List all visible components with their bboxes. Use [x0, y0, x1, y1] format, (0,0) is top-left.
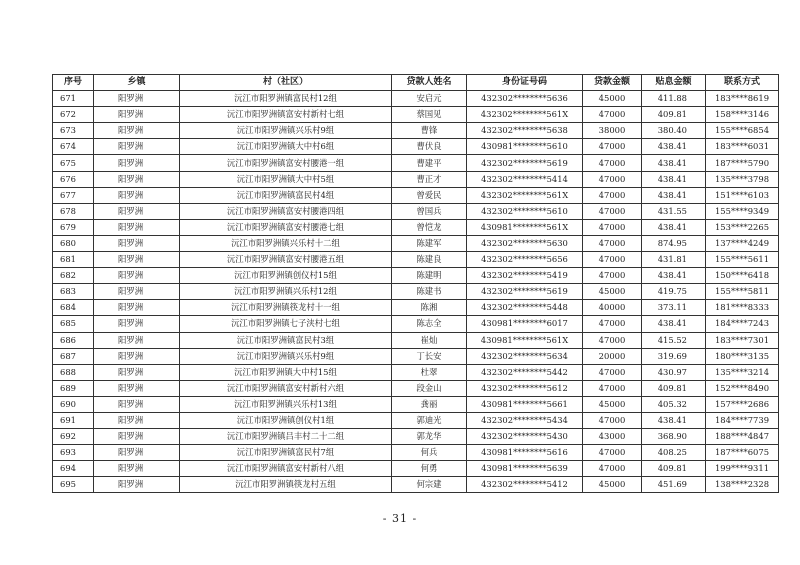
- cell-id-number: 432302********5612: [467, 380, 583, 396]
- cell-id-number: 432302********5630: [467, 235, 583, 251]
- cell-town: 阳罗洲: [94, 123, 180, 139]
- cell-subsidy-amount: 419.75: [642, 284, 706, 300]
- cell-serial: 675: [53, 155, 94, 171]
- table-row: [53, 316, 779, 332]
- cell-village: 沅江市阳罗洲镇兴乐村十二组: [180, 235, 392, 251]
- cell-contact: 150****6418: [706, 268, 779, 284]
- cell-loan-amount: 47000: [583, 187, 642, 203]
- table-row: [53, 332, 779, 348]
- cell-town: 阳罗洲: [94, 348, 180, 364]
- cell-town: 阳罗洲: [94, 268, 180, 284]
- cell-town: 阳罗洲: [94, 461, 180, 477]
- cell-serial: 674: [53, 139, 94, 155]
- cell-contact: 135****3214: [706, 364, 779, 380]
- table-row: [53, 300, 779, 316]
- cell-town: 阳罗洲: [94, 477, 180, 493]
- cell-serial: 686: [53, 332, 94, 348]
- cell-serial: 680: [53, 235, 94, 251]
- cell-serial: 672: [53, 107, 94, 123]
- page-number: - 31 -: [382, 512, 418, 525]
- cell-contact: 187****6075: [706, 445, 779, 461]
- cell-borrower: 曹正才: [392, 171, 467, 187]
- header-serial: 序号: [53, 75, 94, 91]
- header-contact: 联系方式: [706, 75, 779, 91]
- cell-loan-amount: 47000: [583, 316, 642, 332]
- cell-borrower: 陈建书: [392, 284, 467, 300]
- cell-town: 阳罗洲: [94, 284, 180, 300]
- cell-contact: 155****5811: [706, 284, 779, 300]
- table-row: [53, 429, 779, 445]
- cell-loan-amount: 47000: [583, 380, 642, 396]
- cell-serial: 683: [53, 284, 94, 300]
- table-row: [53, 171, 779, 187]
- cell-borrower: 何兵: [392, 445, 467, 461]
- cell-serial: 677: [53, 187, 94, 203]
- cell-id-number: 430981********6017: [467, 316, 583, 332]
- cell-contact: 187****5790: [706, 155, 779, 171]
- cell-loan-amount: 47000: [583, 155, 642, 171]
- cell-borrower: 段金山: [392, 380, 467, 396]
- cell-subsidy-amount: 438.41: [642, 155, 706, 171]
- cell-serial: 679: [53, 219, 94, 235]
- cell-id-number: 432302********5619: [467, 155, 583, 171]
- cell-village: 沅江市阳罗洲镇兴乐村12组: [180, 284, 392, 300]
- cell-id-number: 432302********5634: [467, 348, 583, 364]
- cell-contact: 199****9311: [706, 461, 779, 477]
- table-row: [53, 477, 779, 493]
- cell-id-number: 430981********5616: [467, 445, 583, 461]
- cell-serial: 690: [53, 396, 94, 412]
- cell-subsidy-amount: 408.25: [642, 445, 706, 461]
- cell-town: 阳罗洲: [94, 300, 180, 316]
- cell-loan-amount: 47000: [583, 332, 642, 348]
- cell-subsidy-amount: 438.41: [642, 187, 706, 203]
- cell-id-number: 430981********561X: [467, 332, 583, 348]
- cell-village: 沅江市阳罗洲镇大中村6组: [180, 139, 392, 155]
- cell-village: 沅江市阳罗洲镇富安村新村八组: [180, 461, 392, 477]
- cell-borrower: 郭迪光: [392, 412, 467, 428]
- cell-contact: 180****3135: [706, 348, 779, 364]
- cell-loan-amount: 43000: [583, 429, 642, 445]
- cell-town: 阳罗洲: [94, 235, 180, 251]
- cell-subsidy-amount: 451.69: [642, 477, 706, 493]
- cell-serial: 695: [53, 477, 94, 493]
- header-loan-amount: 贷款金额: [583, 75, 642, 91]
- cell-borrower: 陈志全: [392, 316, 467, 332]
- cell-serial: 684: [53, 300, 94, 316]
- header-row: [53, 75, 779, 91]
- cell-village: 沅江市阳罗洲镇富民村7组: [180, 445, 392, 461]
- cell-id-number: 432302********5419: [467, 268, 583, 284]
- cell-village: 沅江市阳罗洲镇富安村腰港五组: [180, 252, 392, 268]
- cell-town: 阳罗洲: [94, 187, 180, 203]
- cell-subsidy-amount: 431.81: [642, 252, 706, 268]
- cell-subsidy-amount: 438.41: [642, 412, 706, 428]
- cell-borrower: 蔡国见: [392, 107, 467, 123]
- cell-borrower: 曹锋: [392, 123, 467, 139]
- cell-town: 阳罗洲: [94, 316, 180, 332]
- cell-contact: 155****6854: [706, 123, 779, 139]
- cell-contact: 138****2328: [706, 477, 779, 493]
- cell-loan-amount: 20000: [583, 348, 642, 364]
- cell-village: 沅江市阳罗洲镇筷龙村十一组: [180, 300, 392, 316]
- table-row: [53, 348, 779, 364]
- cell-contact: 155****9349: [706, 203, 779, 219]
- cell-village: 沅江市阳罗洲镇兴乐村9组: [180, 348, 392, 364]
- cell-borrower: 崔灿: [392, 332, 467, 348]
- cell-subsidy-amount: 431.55: [642, 203, 706, 219]
- cell-loan-amount: 45000: [583, 396, 642, 412]
- cell-serial: 685: [53, 316, 94, 332]
- cell-borrower: 陈建良: [392, 252, 467, 268]
- cell-village: 沅江市阳罗洲镇富安村新村六组: [180, 380, 392, 396]
- cell-loan-amount: 47000: [583, 235, 642, 251]
- cell-village: 沅江市阳罗洲镇富安村新村七组: [180, 107, 392, 123]
- cell-village: 沅江市阳罗洲镇兴乐村9组: [180, 123, 392, 139]
- header-id-number: 身份证号码: [467, 75, 583, 91]
- cell-id-number: 430981********561X: [467, 219, 583, 235]
- cell-town: 阳罗洲: [94, 396, 180, 412]
- table-row: [53, 284, 779, 300]
- cell-id-number: 430981********5661: [467, 396, 583, 412]
- cell-town: 阳罗洲: [94, 171, 180, 187]
- cell-loan-amount: 47000: [583, 364, 642, 380]
- header-village: 村（社区）: [180, 75, 392, 91]
- cell-village: 沅江市阳罗洲镇大中村15组: [180, 364, 392, 380]
- cell-id-number: 432302********5434: [467, 412, 583, 428]
- cell-village: 沅江市阳罗洲镇富民村3组: [180, 332, 392, 348]
- cell-borrower: 杜翠: [392, 364, 467, 380]
- cell-subsidy-amount: 438.41: [642, 268, 706, 284]
- cell-id-number: 430981********5639: [467, 461, 583, 477]
- table-row: [53, 252, 779, 268]
- cell-loan-amount: 45000: [583, 477, 642, 493]
- cell-subsidy-amount: 438.41: [642, 316, 706, 332]
- cell-subsidy-amount: 411.88: [642, 91, 706, 107]
- table-row: [53, 107, 779, 123]
- table-row: [53, 203, 779, 219]
- header-borrower: 贷款人姓名: [392, 75, 467, 91]
- cell-serial: 688: [53, 364, 94, 380]
- cell-village: 沅江市阳罗洲镇富安村腰港七组: [180, 219, 392, 235]
- table-row: [53, 412, 779, 428]
- cell-serial: 682: [53, 268, 94, 284]
- cell-loan-amount: 47000: [583, 171, 642, 187]
- cell-loan-amount: 47000: [583, 107, 642, 123]
- cell-id-number: 432302********5656: [467, 252, 583, 268]
- cell-contact: 153****2265: [706, 219, 779, 235]
- cell-serial: 676: [53, 171, 94, 187]
- cell-id-number: 432302********5619: [467, 284, 583, 300]
- cell-subsidy-amount: 368.90: [642, 429, 706, 445]
- cell-borrower: 何宗建: [392, 477, 467, 493]
- cell-subsidy-amount: 409.81: [642, 107, 706, 123]
- cell-id-number: 432302********5448: [467, 300, 583, 316]
- cell-loan-amount: 47000: [583, 219, 642, 235]
- table-row: [53, 396, 779, 412]
- cell-borrower: 曹伏良: [392, 139, 467, 155]
- cell-contact: 188****4847: [706, 429, 779, 445]
- cell-subsidy-amount: 409.81: [642, 461, 706, 477]
- cell-serial: 689: [53, 380, 94, 396]
- table-row: [53, 123, 779, 139]
- cell-serial: 678: [53, 203, 94, 219]
- cell-village: 沅江市阳罗洲镇创仪村15组: [180, 268, 392, 284]
- cell-borrower: 安启元: [392, 91, 467, 107]
- cell-subsidy-amount: 373.11: [642, 300, 706, 316]
- cell-village: 沅江市阳罗洲镇筷龙村五组: [180, 477, 392, 493]
- cell-village: 沅江市阳罗洲镇富民村12组: [180, 91, 392, 107]
- cell-village: 沅江市阳罗洲镇富安村腰港一组: [180, 155, 392, 171]
- cell-borrower: 曾恺龙: [392, 219, 467, 235]
- cell-loan-amount: 45000: [583, 91, 642, 107]
- cell-contact: 137****4249: [706, 235, 779, 251]
- cell-town: 阳罗洲: [94, 91, 180, 107]
- header-town: 乡镇: [94, 75, 180, 91]
- cell-borrower: 陈湘: [392, 300, 467, 316]
- cell-village: 沅江市阳罗洲镇创仪村1组: [180, 412, 392, 428]
- cell-contact: 184****7739: [706, 412, 779, 428]
- cell-contact: 157****2686: [706, 396, 779, 412]
- cell-contact: 151****6103: [706, 187, 779, 203]
- cell-loan-amount: 47000: [583, 412, 642, 428]
- cell-town: 阳罗洲: [94, 412, 180, 428]
- cell-serial: 691: [53, 412, 94, 428]
- cell-town: 阳罗洲: [94, 364, 180, 380]
- cell-subsidy-amount: 409.81: [642, 380, 706, 396]
- cell-contact: 183****6031: [706, 139, 779, 155]
- cell-id-number: 432302********5412: [467, 477, 583, 493]
- cell-id-number: 432302********5414: [467, 171, 583, 187]
- cell-subsidy-amount: 405.32: [642, 396, 706, 412]
- cell-serial: 671: [53, 91, 94, 107]
- cell-town: 阳罗洲: [94, 155, 180, 171]
- cell-village: 沅江市阳罗洲镇七子浃村七组: [180, 316, 392, 332]
- cell-town: 阳罗洲: [94, 203, 180, 219]
- cell-town: 阳罗洲: [94, 107, 180, 123]
- cell-id-number: 432302********5430: [467, 429, 583, 445]
- cell-subsidy-amount: 874.95: [642, 235, 706, 251]
- cell-contact: 183****8619: [706, 91, 779, 107]
- cell-loan-amount: 47000: [583, 461, 642, 477]
- cell-village: 沅江市阳罗洲镇兴乐村13组: [180, 396, 392, 412]
- cell-borrower: 曾国兵: [392, 203, 467, 219]
- cell-town: 阳罗洲: [94, 219, 180, 235]
- cell-id-number: 432302********5636: [467, 91, 583, 107]
- cell-town: 阳罗洲: [94, 332, 180, 348]
- cell-serial: 681: [53, 252, 94, 268]
- table-row: [53, 235, 779, 251]
- cell-serial: 693: [53, 445, 94, 461]
- cell-town: 阳罗洲: [94, 380, 180, 396]
- table-row: [53, 461, 779, 477]
- cell-contact: 135****3798: [706, 171, 779, 187]
- cell-borrower: 龚丽: [392, 396, 467, 412]
- cell-borrower: 陈建明: [392, 268, 467, 284]
- cell-id-number: 432302********561X: [467, 187, 583, 203]
- cell-contact: 184****7243: [706, 316, 779, 332]
- cell-borrower: 曾爱民: [392, 187, 467, 203]
- cell-subsidy-amount: 415.52: [642, 332, 706, 348]
- cell-subsidy-amount: 438.41: [642, 171, 706, 187]
- cell-subsidy-amount: 438.41: [642, 219, 706, 235]
- cell-id-number: 432302********5610: [467, 203, 583, 219]
- cell-serial: 673: [53, 123, 94, 139]
- cell-serial: 692: [53, 429, 94, 445]
- table-row: [53, 91, 779, 107]
- cell-subsidy-amount: 430.97: [642, 364, 706, 380]
- cell-loan-amount: 47000: [583, 268, 642, 284]
- cell-borrower: 陈建军: [392, 235, 467, 251]
- cell-loan-amount: 40000: [583, 300, 642, 316]
- cell-contact: 158****3146: [706, 107, 779, 123]
- table-row: [53, 139, 779, 155]
- cell-loan-amount: 47000: [583, 203, 642, 219]
- cell-village: 沅江市阳罗洲镇大中村5组: [180, 171, 392, 187]
- cell-id-number: 432302********5638: [467, 123, 583, 139]
- cell-serial: 687: [53, 348, 94, 364]
- header-subsidy-amount: 贴息金额: [642, 75, 706, 91]
- cell-loan-amount: 38000: [583, 123, 642, 139]
- cell-loan-amount: 47000: [583, 445, 642, 461]
- cell-contact: 183****7301: [706, 332, 779, 348]
- table-row: [53, 380, 779, 396]
- cell-town: 阳罗洲: [94, 252, 180, 268]
- cell-borrower: 何勇: [392, 461, 467, 477]
- table-row: [53, 268, 779, 284]
- cell-contact: 152****8490: [706, 380, 779, 396]
- cell-town: 阳罗洲: [94, 445, 180, 461]
- cell-serial: 694: [53, 461, 94, 477]
- loan-table: [52, 74, 779, 493]
- cell-loan-amount: 47000: [583, 139, 642, 155]
- cell-subsidy-amount: 438.41: [642, 139, 706, 155]
- cell-contact: 181****8333: [706, 300, 779, 316]
- cell-contact: 155****5611: [706, 252, 779, 268]
- table-row: [53, 187, 779, 203]
- table-row: [53, 219, 779, 235]
- cell-subsidy-amount: 380.40: [642, 123, 706, 139]
- cell-borrower: 郭龙华: [392, 429, 467, 445]
- cell-village: 沅江市阳罗洲镇富民村4组: [180, 187, 392, 203]
- cell-loan-amount: 47000: [583, 252, 642, 268]
- cell-id-number: 430981********5610: [467, 139, 583, 155]
- table-row: [53, 364, 779, 380]
- cell-borrower: 曹建平: [392, 155, 467, 171]
- table-row: [53, 445, 779, 461]
- cell-borrower: 丁长安: [392, 348, 467, 364]
- cell-village: 沅江市阳罗洲镇富安村腰港四组: [180, 203, 392, 219]
- cell-id-number: 432302********561X: [467, 107, 583, 123]
- cell-subsidy-amount: 319.69: [642, 348, 706, 364]
- cell-town: 阳罗洲: [94, 139, 180, 155]
- cell-village: 沅江市阳罗洲镇吕丰村二十二组: [180, 429, 392, 445]
- table-row: [53, 155, 779, 171]
- cell-town: 阳罗洲: [94, 429, 180, 445]
- cell-id-number: 432302********5442: [467, 364, 583, 380]
- cell-loan-amount: 45000: [583, 284, 642, 300]
